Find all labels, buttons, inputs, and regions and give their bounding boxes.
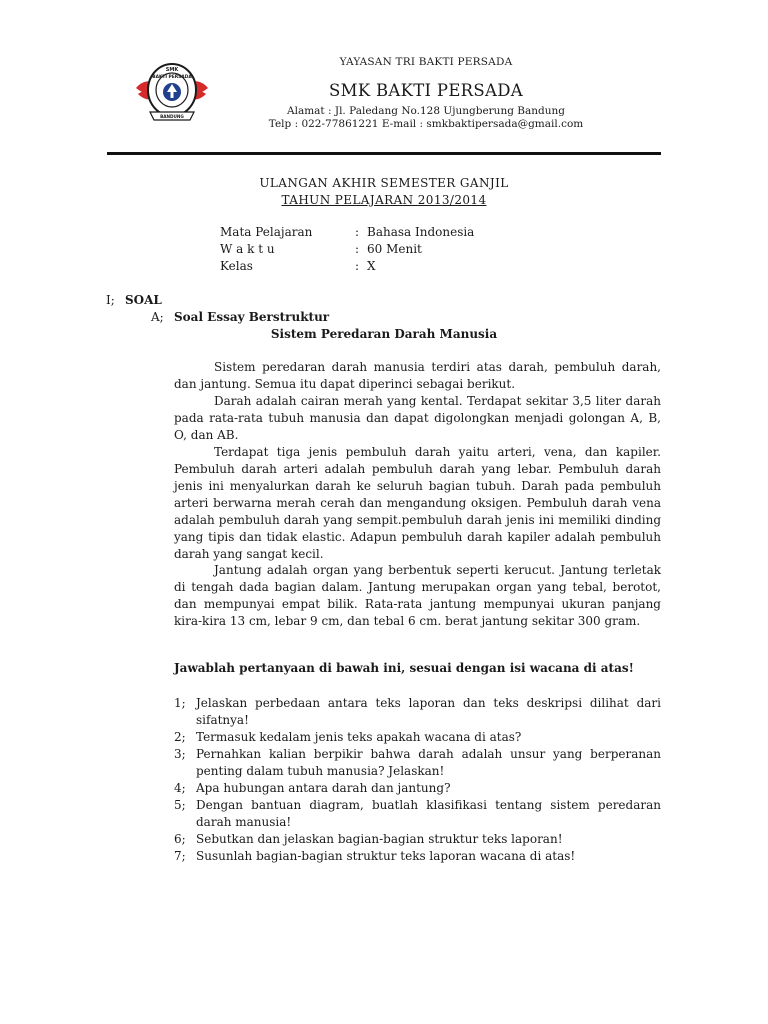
subsection-number: A;	[151, 310, 164, 324]
passage-paragraph	[174, 444, 661, 563]
exam-year	[0, 193, 768, 207]
question-text: Termasuk kedalam jenis teks apakah wacana di atas?	[196, 730, 522, 744]
exam-title: ULANGAN AKHIR SEMESTER GANJIL	[259, 176, 509, 190]
school-address: Alamat : Jl. Paledang No.128 Ujungberung Bandung	[287, 105, 565, 117]
section-number: I;	[106, 293, 115, 307]
paragraph-text: Jantung adalah organ yang berbentuk seperti kerucut. Jantung terletak di tengah dada bagian dalam. Jantung merupakan organ yang tebal, berotot, dan mempunyai empat bilik. Rata-rata jantung mempunyai ukuran panjang kira-kira 13 cm, lebar 9 cm, dan tebal 6 cm. berat jantung sekitar 300 gram.	[174, 563, 661, 628]
question-number: 3;	[174, 747, 186, 761]
exam-year-text: TAHUN PELAJARAN 2013/2014	[281, 193, 487, 207]
passage-paragraph	[174, 562, 661, 630]
paragraph-text: Darah adalah cairan merah yang kental. Terdapat sekitar 3,5 liter darah pada rata-rata tubuh manusia dan dapat digolongkan menjadi golongan A, B, O, dan AB.	[174, 394, 661, 442]
question-text: Dengan bantuan diagram, buatlah klasifikasi tentang sistem peredaran darah manusia!	[196, 798, 661, 829]
question-number: 1;	[174, 696, 186, 710]
question-number: 6;	[174, 832, 186, 846]
paragraph-text: Terdapat tiga jenis pembuluh darah yaitu arteri, vena, dan kapiler. Pembuluh darah arteri adalah pembuluh darah yang lebar. Pembuluh darah jenis ini menyalurkan darah ke seluruh bagian tubuh. Darah pada pembuluh arteri berwarna merah cerah dan mengandung oksigen. Pembuluh darah vena adalah pembuluh darah yang sempit.pembuluh darah jenis ini memiliki dinding yang tipis dan tidak elastic. Adapun pembuluh darah kapiler adalah pembuluh darah yang sangat kecil.	[174, 445, 661, 561]
meta-colon: :	[355, 242, 360, 256]
meta-value: 60 Menit	[367, 242, 422, 256]
question-number: 5;	[174, 798, 186, 812]
foundation-name: YAYASAN TRI BAKTI PERSADA	[339, 56, 513, 68]
passage-paragraph	[174, 359, 661, 393]
meta-label: W a k t u	[220, 242, 275, 256]
instruction-text: Jawablah pertanyaan di bawah ini, sesuai dengan isi wacana di atas!	[174, 661, 634, 675]
meta-label: Mata Pelajaran	[220, 225, 313, 239]
question-text: Pernahkan kalian berpikir bahwa darah adalah unsur yang berperanan penting dalam tubuh manusia? Jelaskan!	[196, 747, 661, 778]
question-number: 4;	[174, 781, 186, 795]
logo-text-top: SMK	[165, 67, 179, 73]
meta-value: Bahasa Indonesia	[367, 225, 475, 239]
question-text: Jelaskan perbedaan antara teks laporan dan teks deskripsi dilihat dari sifatnya!	[196, 696, 661, 727]
passage-paragraph	[174, 393, 661, 444]
passage-title: Sistem Peredaran Darah Manusia	[270, 327, 498, 341]
meta-value: X	[367, 259, 376, 273]
question-text: Susunlah bagian-bagian struktur teks laporan wacana di atas!	[196, 849, 576, 863]
logo-text-arc: BAKTI PERSADA	[152, 75, 192, 80]
meta-label: Kelas	[220, 259, 253, 273]
paragraph-text: Sistem peredaran darah manusia terdiri atas darah, pembuluh darah, dan jantung. Semua itu dapat diperinci sebagai berikut.	[174, 360, 661, 391]
meta-colon: :	[355, 259, 360, 273]
question-number: 2;	[174, 730, 186, 744]
school-contact: Telp : 022-77861221 E-mail : smkbaktipersada@gmail.com	[268, 118, 584, 130]
letterhead-divider	[107, 152, 661, 155]
question-text: Apa hubungan antara darah dan jantung?	[196, 781, 451, 795]
question-number: 7;	[174, 849, 186, 863]
question-text: Sebutkan dan jelaskan bagian-bagian struktur teks laporan!	[196, 832, 563, 846]
logo-text-bottom: BANDUNG	[160, 114, 184, 119]
subsection-title: Soal Essay Berstruktur	[174, 310, 330, 324]
meta-colon: :	[355, 225, 360, 239]
school-name: SMK BAKTI PERSADA	[329, 81, 523, 100]
section-title: SOAL	[125, 293, 162, 307]
